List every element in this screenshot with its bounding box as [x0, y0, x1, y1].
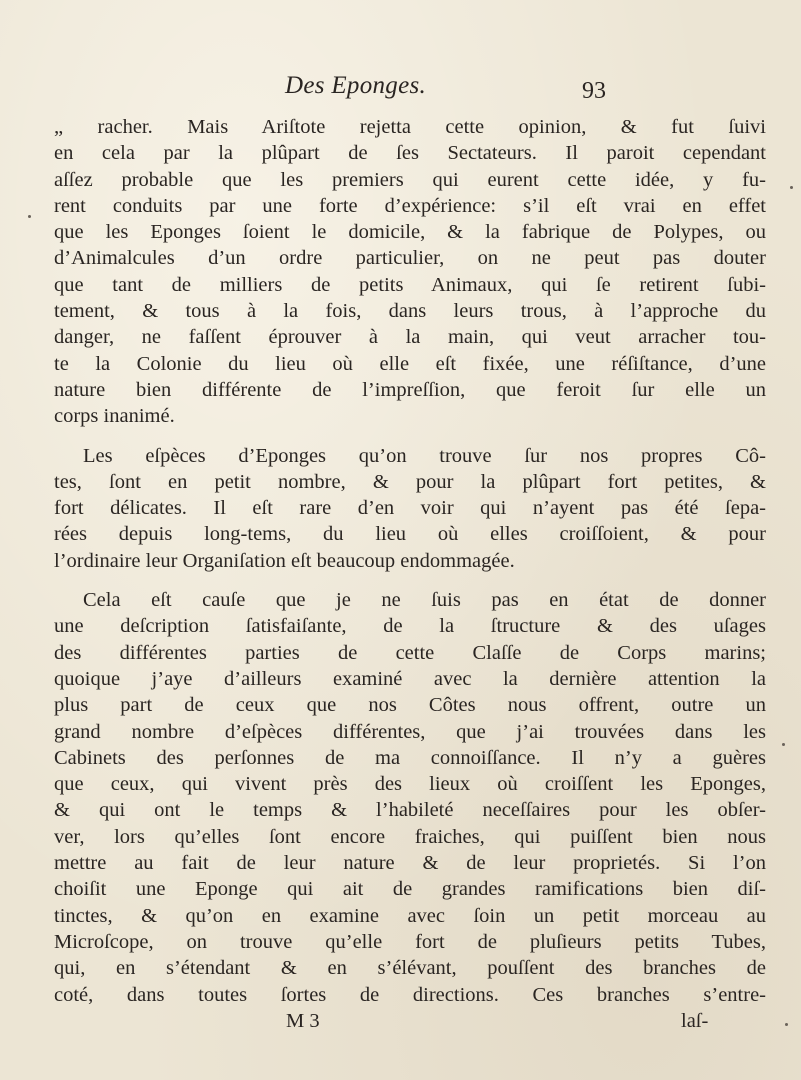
text-line: qui, en s’étendant & en s’élévant, pouſſent des branches de	[54, 957, 766, 980]
text-line: l’ordinaire leur Organiſation eſt beaucoup endommagée.	[54, 549, 515, 572]
text-line: rent conduits par une forte d’expérience: s’il eſt vrai en effet	[54, 194, 766, 217]
text-line: danger, ne faſſent éprouver à la main, qui veut arracher tou-	[54, 326, 766, 349]
text-line: tement, & tous à la fois, dans leurs trous, à l’approche du	[54, 300, 766, 323]
text-line: tinctes, & qu’on en examine avec ſoin un petit morceau au	[54, 904, 766, 927]
text-line: que tant de milliers de petits Animaux, qui ſe retirent ſubi-	[54, 273, 766, 296]
text-line: que les Eponges ſoient le domicile, & la fabrique de Polypes, ou	[54, 221, 766, 244]
signature-mark: M 3	[286, 1009, 320, 1032]
text-line: choiſit une Eponge qui ait de grandes ramifications bien diſ-	[54, 878, 766, 901]
ink-speck	[782, 743, 785, 746]
catchword: laſ-	[681, 1009, 709, 1032]
body-text	[54, 114, 766, 1034]
text-line: & qui ont le temps & l’habileté neceſſaires pour les obſer-	[54, 799, 766, 822]
ink-speck	[785, 1023, 788, 1026]
text-line: fort délicates. Il eſt rare d’en voir qui n’ayent pas été ſepa-	[54, 497, 766, 520]
text-line: quoique j’aye d’ailleurs examiné avec la dernière attention la	[54, 667, 766, 690]
text-line: ver, lors qu’elles ſont encore fraiches, qui puiſſent bien nous	[54, 825, 766, 848]
running-head-title: Des Eponges.	[285, 72, 427, 99]
text-line: en cela par la plûpart de ſes Sectateurs. Il paroit cependant	[54, 142, 766, 165]
text-line: Microſcope, on trouve qu’elle fort de pluſieurs petits Tubes,	[54, 930, 766, 953]
text-line: Cabinets des perſonnes de ma connoiſſance. Il n’y a guères	[54, 746, 766, 769]
running-head	[0, 72, 801, 106]
text-line: nature bien différente de l’impreſſion, que feroit ſur elle un	[54, 378, 766, 401]
paragraph-gap	[54, 574, 766, 587]
text-line: aſſez probable que les premiers qui eurent cette idée, y fu-	[54, 168, 766, 191]
paragraph-gap	[54, 430, 766, 443]
text-line: tes, ſont en petit nombre, & pour la plûpart fort petites, &	[54, 470, 766, 493]
page-number: 93	[582, 78, 606, 104]
text-line: Les eſpèces d’Eponges qu’on trouve ſur nos propres Cô-	[83, 444, 766, 467]
text-line: grand nombre d’eſpèces différentes, que j’ai trouvées dans les	[54, 720, 766, 743]
text-line: que ceux, qui vivent près des lieux où croiſſent les Eponges,	[54, 773, 766, 796]
text-line: coté, dans toutes ſortes de directions. Ces branches s’entre-	[54, 983, 766, 1006]
text-line: d’Animalcules d’un ordre particulier, on ne peut pas douter	[54, 247, 766, 270]
text-line: „ racher. Mais Ariſtote rejetta cette opinion, & fut ſuivi	[54, 116, 766, 138]
ink-speck	[28, 215, 31, 218]
text-line: plus part de ceux que nos Côtes nous offrent, outre un	[54, 694, 766, 717]
page-footer	[54, 1008, 766, 1034]
ink-speck	[790, 186, 793, 189]
text-line: te la Colonie du lieu où elle eſt fixée, une réſiſtance, d’une	[54, 352, 766, 375]
text-line: des différentes parties de cette Claſſe de Corps marins;	[54, 641, 766, 664]
text-line: une deſcription ſatisfaiſante, de la ſtructure & des uſages	[54, 615, 766, 638]
text-line: mettre au fait de leur nature & de leur proprietés. Si l’on	[54, 852, 766, 875]
text-line: Cela eſt cauſe que je ne ſuis pas en état de donner	[83, 589, 766, 612]
text-line: rées depuis long-tems, du lieu où elles croiſſoient, & pour	[54, 523, 766, 546]
text-line: corps inanimé.	[54, 405, 175, 428]
